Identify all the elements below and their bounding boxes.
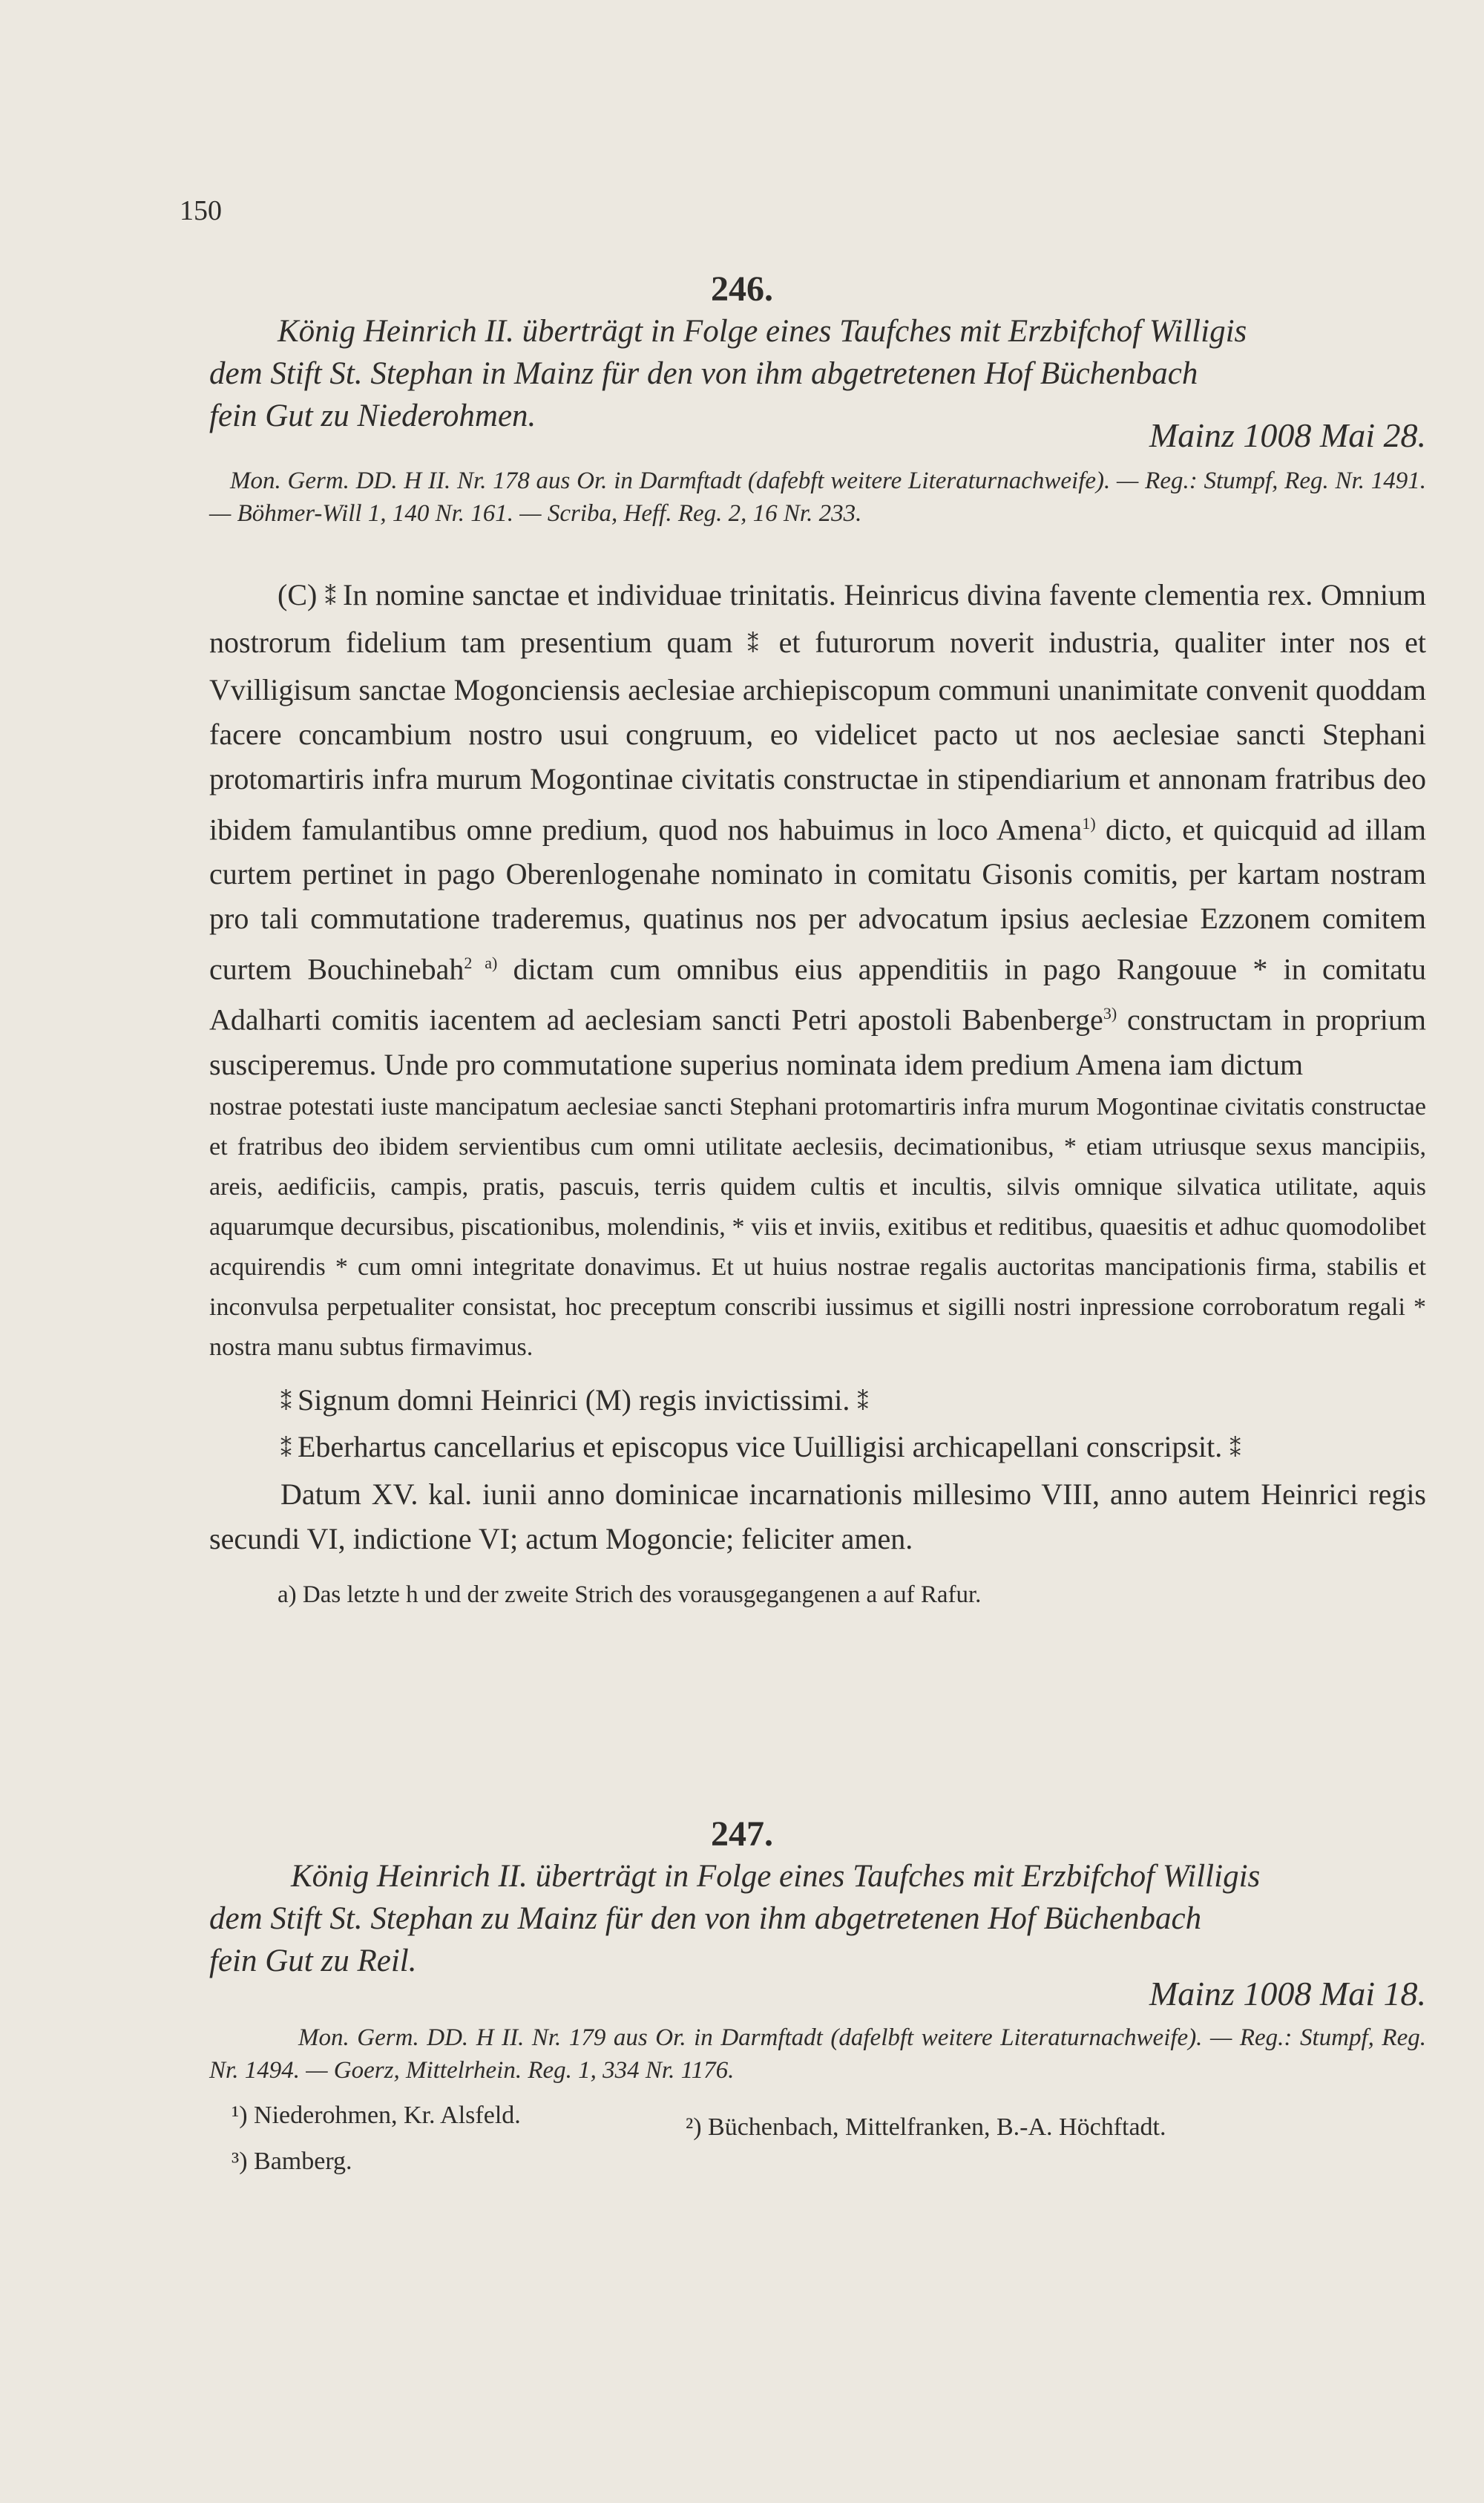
footnote-text: Bamberg. bbox=[254, 2148, 352, 2175]
place-date-247: Mainz 1008 Mai 18. bbox=[1149, 1975, 1426, 2012]
cross-mark: ⁑ bbox=[747, 632, 764, 657]
page-number: 150 bbox=[180, 195, 222, 226]
datum-line: Datum XV. kal. iunii anno dominicae incarnationis millesimo VIII, anno autem Heinrici regis secundi VI, indictione VI; actum Mogoncie; feliciter amen. bbox=[209, 1477, 1426, 1556]
cross-mark: ⁑ bbox=[857, 1390, 867, 1415]
footnote-ref-3: 3) bbox=[1103, 1004, 1117, 1023]
document-number-247: 247. bbox=[711, 1814, 773, 1854]
charter-text-part-4: dictam cum omnibus eius appenditiis in pago Rangouue * in comitatu Adalharti comitis iacentem ad aeclesiam sancti Petri apostoli Babenberge bbox=[209, 952, 1427, 1037]
summary-246-line-1: König Heinrich II. überträgt in Folge eines Taufches mit Erzbifchof Willigis bbox=[278, 314, 1247, 349]
charter-text-246 bbox=[209, 573, 1426, 1612]
charter-text-part-2: et futurorum noverit industria, qualiter inter nos et Vvilligisum sanctae Mogonciensis aeclesiae archiepiscopum communi unanimitate convenit quoddam facere concambium nostro usui congruum, eo videlicet pacto ut nos aeclesiae sancti Stephani protomartiris infra murum Mogontinae civitatis constructae in stipendiarium et annonam fratribus deo ibidem famulantibus omne predium, quod nos habuimus in loco Amena bbox=[209, 625, 1427, 846]
footnote-text: Niederohmen, Kr. Alsfeld. bbox=[254, 2102, 521, 2129]
signum-text: Signum domni Heinrici (M) regis invictissimi. bbox=[298, 1382, 850, 1417]
recognition-line bbox=[209, 1425, 1426, 1472]
footnote-mark: ³) bbox=[232, 2148, 248, 2175]
cross-mark: ⁑ bbox=[280, 1390, 290, 1415]
charter-body-small: nostrae potestati iuste mancipatum aeclesiae sancti Stephani protomartiris infra murum Mogontinae civitatis constructae et fratribus deo ibidem servientibus cum omni utilitate aeclesiis, decimationibus, * etiam utriusque sexus mancipiis, areis, aedificiis, campis, pratis, pascuis, terris quidem cultis et incultis, silvis omnique silvatica utilitate, aquis aquarumque decursibus, piscationibus, molendinis, * viis et inviis, exitibus et reditibus, quaesitis et adhuc quomodolibet acquirendis * cum omni integritate donavimus. Et ut huius nostrae regalis auctoritas mancipationis firma, stabilis et inconvulsa perpetualiter consistat, hoc preceptum conscribi iussimus et sigilli nostri inpressione corroboratum regali * nostra manu subtus firmavimus. bbox=[209, 1092, 1426, 1361]
footnote-mark: ²) bbox=[686, 2113, 702, 2141]
summary-247-line-3: fein Gut zu Reil. bbox=[209, 1943, 417, 1978]
charter-text-part-1: In nomine sanctae et individuae trinitatis. Heinricus divina favente clementia rex. Omnium nostrorum fidelium tam presentium quam bbox=[209, 578, 1427, 659]
recognition-text: Eberhartus cancellarius et episcopus vice Uuilligisi archicapellani conscripsit. bbox=[298, 1430, 1223, 1464]
sources-246 bbox=[209, 465, 1426, 530]
note-a bbox=[209, 1578, 1426, 1612]
cross-mark: ⁑ bbox=[280, 1437, 290, 1463]
charter-body bbox=[209, 573, 1426, 1087]
footnote-ref-2a: 2 a) bbox=[464, 953, 498, 972]
sources-247 bbox=[209, 2021, 1426, 2087]
footnote-3 bbox=[232, 2145, 1434, 2179]
summary-246-line-2: dem Stift St. Stephan in Mainz für den von ihm abgetretenen Hof Büchenbach bbox=[209, 356, 1198, 391]
footnote-2 bbox=[686, 2110, 1166, 2145]
sources-246-text: Mon. Germ. DD. H II. Nr. 178 aus Or. in Darmftadt (dafebft weitere Literaturnachweife). — Reg.: Stumpf, Reg. Nr. 1491. — Böhmer-Will 1, 140 Nr. 161. — Scriba, Heff. Reg. 2, 16 Nr. 233. bbox=[209, 468, 1426, 527]
footnote-ref-1: 1) bbox=[1082, 813, 1096, 833]
cross-mark: ⁑ bbox=[1229, 1437, 1240, 1463]
note-a-text: Das letzte h und der zweite Strich des vorausgegangenen a auf Rafur. bbox=[302, 1581, 982, 1609]
charter-text-part-5: constructam in proprium susciperemus. Unde pro commutatione superius nominata idem predium Amena iam dictum bbox=[209, 1003, 1427, 1081]
charter-paragraph bbox=[209, 573, 1426, 1087]
note-a-mark: a) bbox=[278, 1581, 297, 1609]
footnotes bbox=[232, 2099, 1434, 2179]
summary-247-line-2: dem Stift St. Stephan zu Mainz für den von ihm abgetretenen Hof Büchenbach bbox=[209, 1901, 1202, 1936]
footnote-1 bbox=[232, 2099, 686, 2145]
signum-line bbox=[209, 1378, 1426, 1426]
footnote-text: Büchenbach, Mittelfranken, B.-A. Höchftadt. bbox=[708, 2113, 1166, 2141]
summary-247 bbox=[209, 1855, 1426, 1982]
c-mark: (C) bbox=[278, 578, 318, 611]
place-date-246: Mainz 1008 Mai 28. bbox=[1149, 416, 1426, 454]
charter-text-part-3: dicto, et quicquid ad illam curtem pertinet in pago Oberenlogenahe nominato in comitatu Gisonis comitis, per kartam nostram pro tali commutatione traderemus, quatinus nos per advocatum ipsius aeclesiae Ezzonem comitem curtem Bouchinebah bbox=[209, 812, 1426, 986]
summary-247-line-1: König Heinrich II. überträgt in Folge eines Taufches mit Erzbifchof Willigis bbox=[291, 1859, 1261, 1894]
document-number-246: 246. bbox=[711, 269, 773, 309]
sources-247-text: Mon. Germ. DD. H II. Nr. 179 aus Or. in Darmftadt (dafelbft weitere Literaturnachweife). — Reg.: Stumpf, Reg. Nr. 1494. — Goerz, Mittelrhein. Reg. 1, 334 Nr. 1176. bbox=[209, 2024, 1426, 2084]
footnote-row bbox=[232, 2099, 1434, 2145]
cross-mark: ⁑ bbox=[324, 585, 335, 610]
footnote-mark: ¹) bbox=[232, 2102, 248, 2129]
summary-246-line-3: fein Gut zu Niederohmen. bbox=[209, 398, 536, 433]
